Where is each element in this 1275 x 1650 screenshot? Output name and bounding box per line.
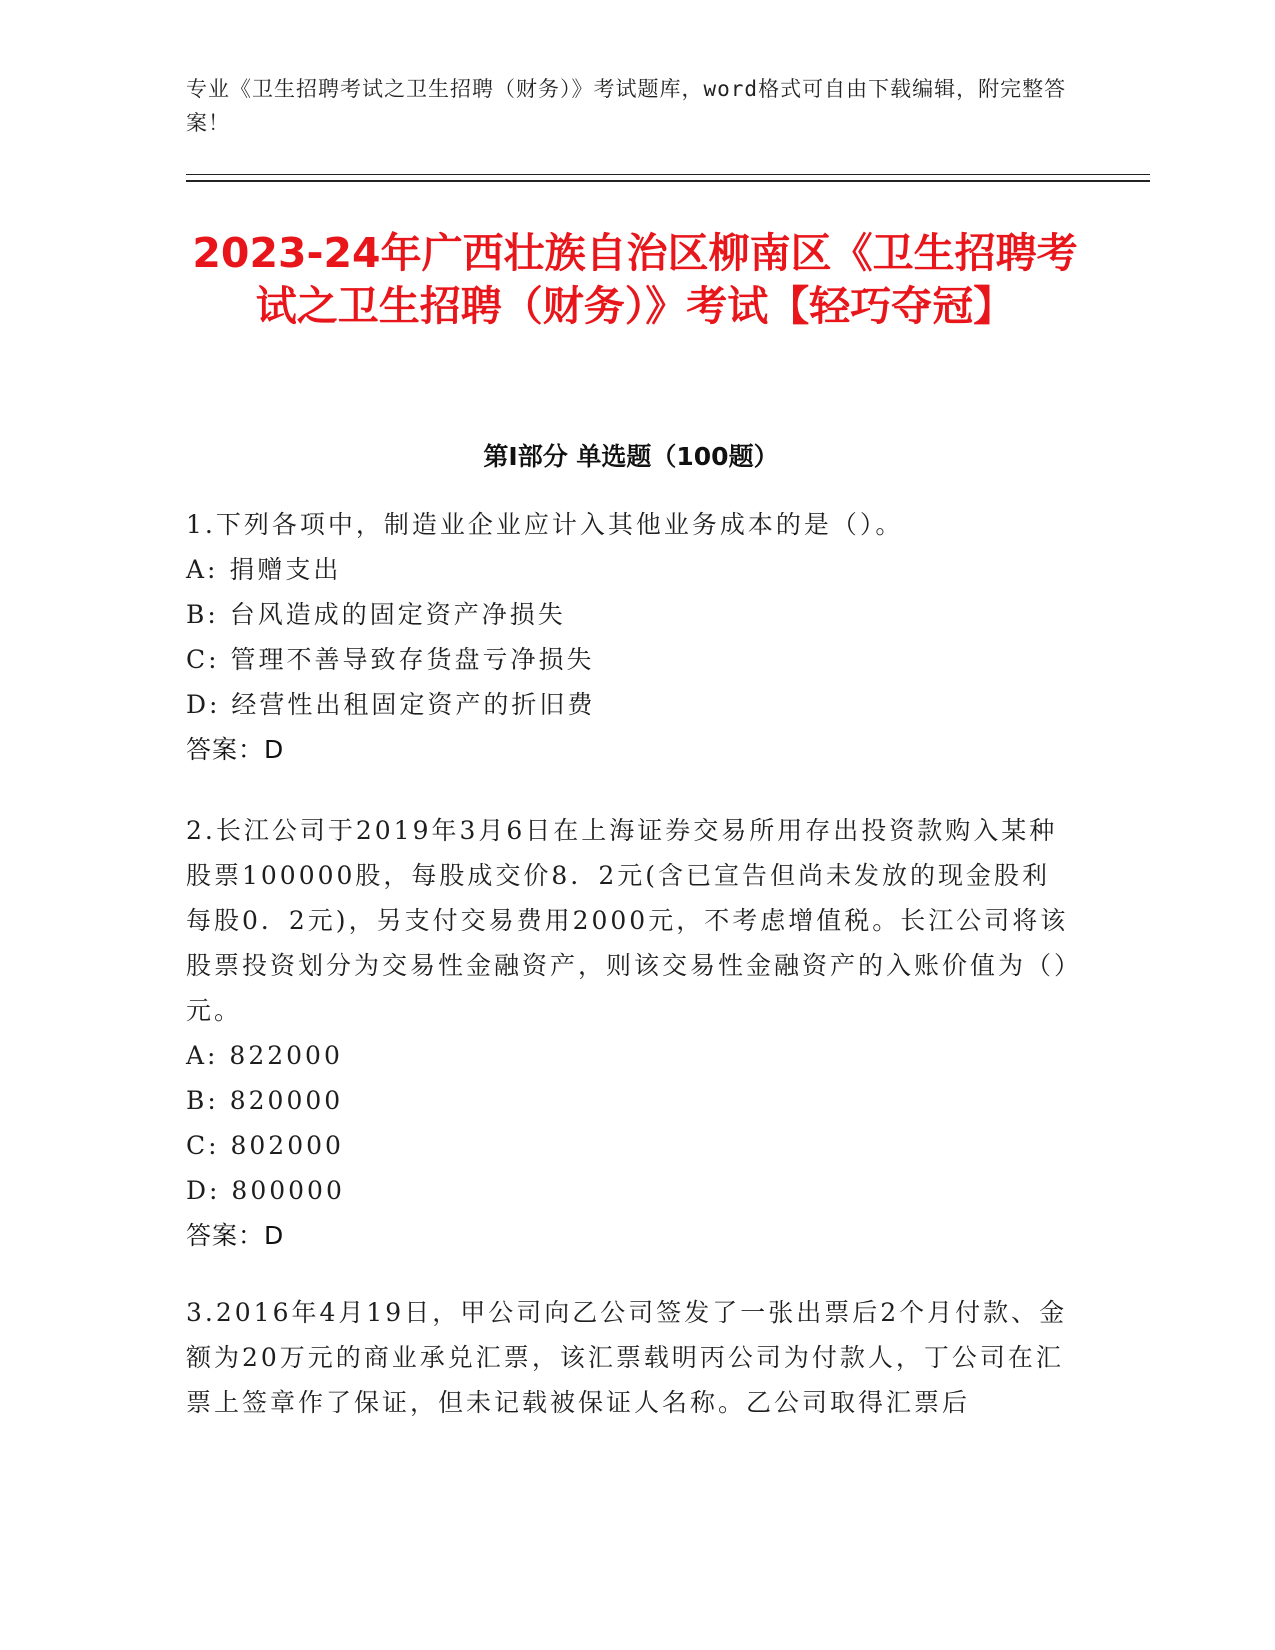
option-c: C: 管理不善导致存货盘亏净损失 xyxy=(186,645,595,674)
header-note: 专业《卫生招聘考试之卫生招聘（财务）》考试题库，word格式可自由下载编辑，附完整答案！ xyxy=(186,77,1067,135)
question-text: 1.下列各项中，制造业企业应计入其他业务成本的是（）。 xyxy=(186,510,904,539)
document-title: 2023-24年广西壮族自治区柳南区《卫生招聘考试之卫生招聘（财务）》考试【轻巧夺冠】 xyxy=(192,229,1078,330)
section-heading: 第I部分 单选题（100题） xyxy=(483,442,779,471)
answer-label: 答案：D xyxy=(186,735,285,764)
header-divider-thick xyxy=(186,180,1150,182)
option-a: A: 捐赠支出 xyxy=(186,555,342,584)
option-d: D: 800000 xyxy=(186,1176,345,1205)
option-c: C: 802000 xyxy=(186,1131,344,1160)
question-text: 2.长江公司于2019年3月6日在上海证券交易所用存出投资款购入某种股票100000股，每股成交价8．2元(含已宣告但尚未发放的现金股利每股0．2元)，另支付交易费用2000元，不考虑增值税。长江公司将该股票投资划分为交易性金融资产，则该交易性金融资产的入账价值为（）元。 xyxy=(186,816,1070,1025)
question-1 xyxy=(186,502,1076,772)
option-d: D: 经营性出租固定资产的折旧费 xyxy=(186,690,596,719)
answer-label: 答案：D xyxy=(186,1221,285,1250)
option-b: B: 台风造成的固定资产净损失 xyxy=(186,600,566,629)
question-text: 3.2016年4月19日，甲公司向乙公司签发了一张出票后2个月付款、金额为20万元的商业承兑汇票，该汇票载明丙公司为付款人，丁公司在汇票上签章作了保证，但未记载被保证人名称。乙公司取得汇票后 xyxy=(186,1298,1068,1417)
question-2 xyxy=(186,808,1076,1258)
option-a: A: 822000 xyxy=(186,1041,343,1070)
header-divider-thin xyxy=(186,174,1150,175)
question-3 xyxy=(186,1290,1076,1425)
option-b: B: 820000 xyxy=(186,1086,344,1115)
